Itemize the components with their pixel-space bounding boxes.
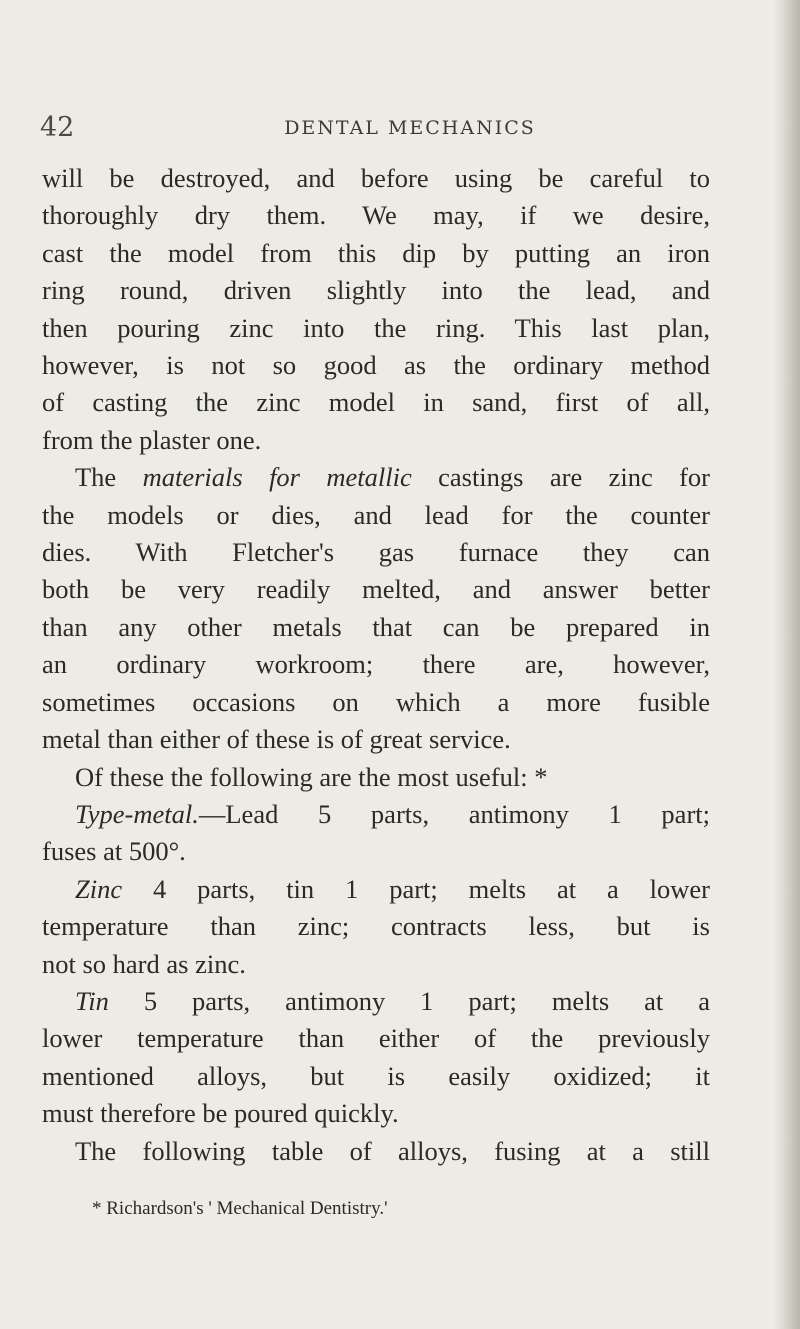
page-edge-shadow [774,0,800,1329]
text-line: both be very readily melted, and answer better [42,574,710,605]
text-line: of casting the zinc model in sand, first of all, [42,387,710,418]
text-line: sometimes occasions on which a more fusible [42,686,710,717]
text-line: will be destroyed, and before using be careful to [42,163,710,193]
text-line: fuses at 500°. [42,836,186,867]
paragraph-lead-line [42,459,710,496]
text-line: an ordinary workroom; there are, however, [42,649,710,680]
text-line: temperature than zinc; contracts less, but is [42,911,710,942]
paragraph-lead-line [42,871,710,908]
running-title: DENTAL MECHANICS [284,117,536,139]
lead-italic: Tin [75,985,109,1016]
paragraph-lead-line [42,796,710,833]
lead-rest: —Lead 5 parts, antimony 1 part; [198,798,710,829]
text-line: not so hard as zinc. [42,948,246,979]
body-text [42,160,710,1170]
text-line: however, is not so good as the ordinary method [42,350,710,381]
text-line: then pouring zinc into the ring. This last plan, [42,312,710,343]
lead-rest: 5 parts, antimony 1 part; melts at a [108,985,710,1016]
text-line: from the plaster one. [42,424,262,455]
lead-italic: Zinc [75,873,123,904]
text-line: dies. With Fletcher's gas furnace they can [42,537,710,568]
text-line: the models or dies, and lead for the counter [42,499,710,530]
text-line: must therefore be poured quickly. [42,1098,399,1129]
lead-rest: 4 parts, tin 1 part; melts at a lower [122,873,710,904]
text-line: thoroughly dry them. We may, if we desire, [42,200,710,231]
text-line: than any other metals that can be prepared in [42,611,710,642]
paragraph-lead-line [42,983,710,1020]
text-line: metal than either of these is of great service. [42,724,511,755]
page-header [40,112,720,152]
paragraph-lead-line: Of these the following are the most useful: * [75,761,548,792]
footnote: * Richardson's ' Mechanical Dentistry.' [92,1198,388,1219]
paragraph-lead-line: The following table of alloys, fusing at a still [75,1135,710,1166]
lead-italic: materials for metallic [142,462,412,493]
text-line: mentioned alloys, but is easily oxidized; it [42,1060,710,1091]
lead-plain: The [75,462,143,493]
text-line: lower temperature than either of the previously [42,1023,710,1054]
text-line: cast the model from this dip by putting an iron [42,237,710,268]
text-line: ring round, driven slightly into the lead, and [42,275,710,306]
page-number: 42 [40,112,75,143]
lead-italic: Type-metal. [75,798,199,829]
lead-rest: castings are zinc for [411,462,710,493]
